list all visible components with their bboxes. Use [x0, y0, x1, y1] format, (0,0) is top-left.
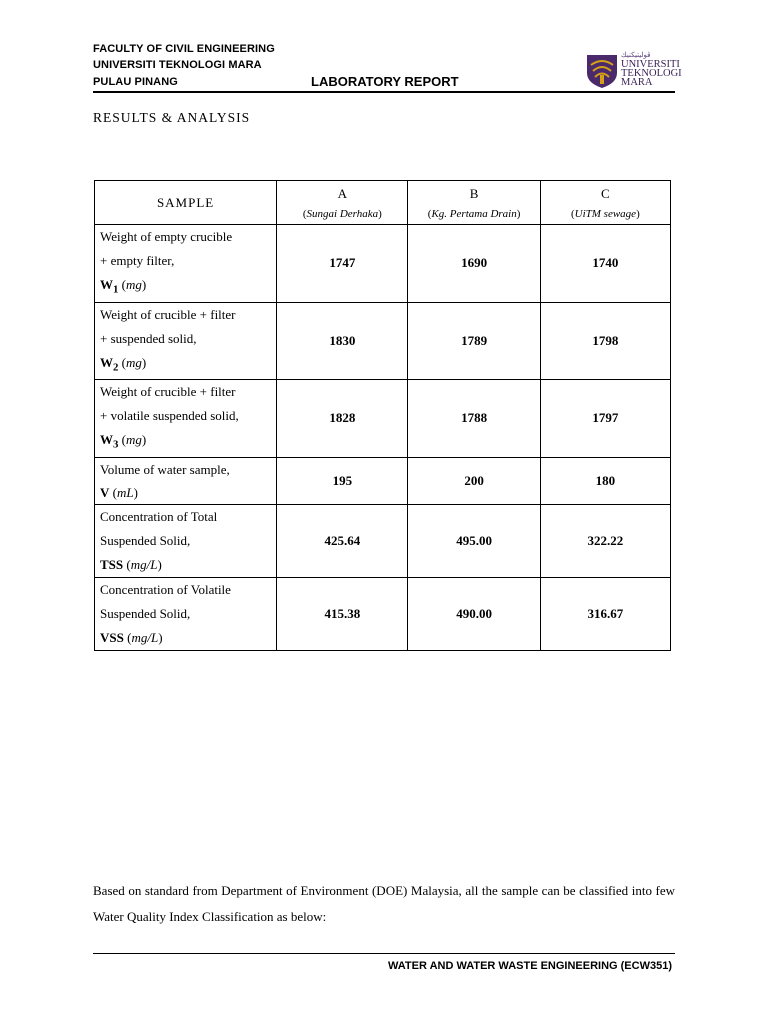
- logo-text-universiti: UNIVERSITI: [621, 59, 680, 70]
- faculty-name: FACULTY OF CIVIL ENGINEERING: [93, 43, 275, 55]
- logo-text-teknologi: TEKNOLOGI: [621, 68, 682, 79]
- table-row: [95, 504, 671, 577]
- value-cell: 1830: [277, 302, 408, 380]
- row-symbol: TSS: [100, 556, 124, 572]
- table-header-row: [95, 181, 671, 225]
- value-cell: 490.00: [408, 577, 540, 650]
- value-cell: 1747: [277, 225, 408, 303]
- value-cell: 1797: [540, 380, 670, 458]
- value-cell: 1788: [408, 380, 540, 458]
- campus-name: PULAU PINANG: [93, 76, 178, 88]
- results-table: [94, 180, 671, 651]
- footer-course-title: WATER AND WATER WASTE ENGINEERING (ECW351): [388, 960, 672, 972]
- column-letter: B: [469, 186, 479, 201]
- table-row: [95, 457, 671, 504]
- value-cell: 195: [277, 457, 408, 504]
- row-label: Volume of water sample, V ( mL ): [95, 457, 277, 504]
- column-location: ( Kg. Pertama Drain ): [408, 208, 539, 220]
- table-row: [95, 225, 671, 303]
- value-cell: 1690: [408, 225, 540, 303]
- university-name: UNIVERSITI TEKNOLOGI MARA: [93, 59, 262, 71]
- value-cell: 1828: [277, 380, 408, 458]
- uitm-crest-icon: [585, 53, 619, 89]
- report-title: LABORATORY REPORT: [311, 74, 459, 89]
- row-symbol: V: [100, 484, 110, 500]
- column-letter: A: [337, 186, 348, 201]
- column-header-c: [540, 181, 670, 225]
- logo-text-mara: MARA: [621, 77, 653, 88]
- sample-header: SAMPLE: [95, 181, 277, 225]
- row-symbol: VSS: [100, 629, 124, 645]
- row-symbol: $W_3$: [100, 432, 119, 451]
- value-cell: 180: [540, 457, 670, 504]
- row-label: Weight of crucible + filter + suspended solid, $W_2$ ( mg ): [95, 302, 277, 380]
- value-cell: 316.67: [540, 577, 670, 650]
- table-row: [95, 380, 671, 458]
- row-label: Concentration of Volatile Suspended Solid, VSS ( mg/L ): [95, 577, 277, 650]
- value-cell: 495.00: [408, 504, 540, 577]
- body-paragraph: Based on standard from Department of Environment (DOE) Malaysia, all the sample can be classified into few Water Quality Index Classification as below:: [93, 883, 675, 924]
- column-header-a: [277, 181, 408, 225]
- column-location: ( Sungai Derhaka ): [277, 208, 407, 220]
- row-symbol: $W_2$: [100, 354, 119, 374]
- header-divider: [93, 91, 675, 93]
- row-label: Weight of empty crucible + empty filter, $W_1$ ( mg ): [95, 225, 277, 303]
- value-cell: 1789: [408, 302, 540, 380]
- row-label: Weight of crucible + filter + volatile suspended solid, $W_3$ ( mg ): [95, 380, 277, 458]
- row-label: Concentration of Total Suspended Solid, TSS ( mg/L ): [95, 504, 277, 577]
- logo-script-text: ڤوليتيكنيك: [621, 51, 651, 59]
- value-cell: 1798: [540, 302, 670, 380]
- row-symbol: $W_1$: [100, 277, 119, 296]
- value-cell: 200: [408, 457, 540, 504]
- table-row: [95, 577, 671, 650]
- footer-divider: [93, 953, 675, 954]
- section-title: RESULTS & ANALYSIS: [93, 110, 251, 125]
- value-cell: 322.22: [540, 504, 670, 577]
- uitm-logo: [585, 50, 682, 92]
- value-cell: 415.38: [277, 577, 408, 650]
- column-location: ( UiTM sewage ): [541, 208, 670, 220]
- value-cell: 1740: [540, 225, 670, 303]
- value-cell: 425.64: [277, 504, 408, 577]
- column-letter: C: [601, 186, 610, 201]
- column-header-b: [408, 181, 540, 225]
- table-row: [95, 302, 671, 380]
